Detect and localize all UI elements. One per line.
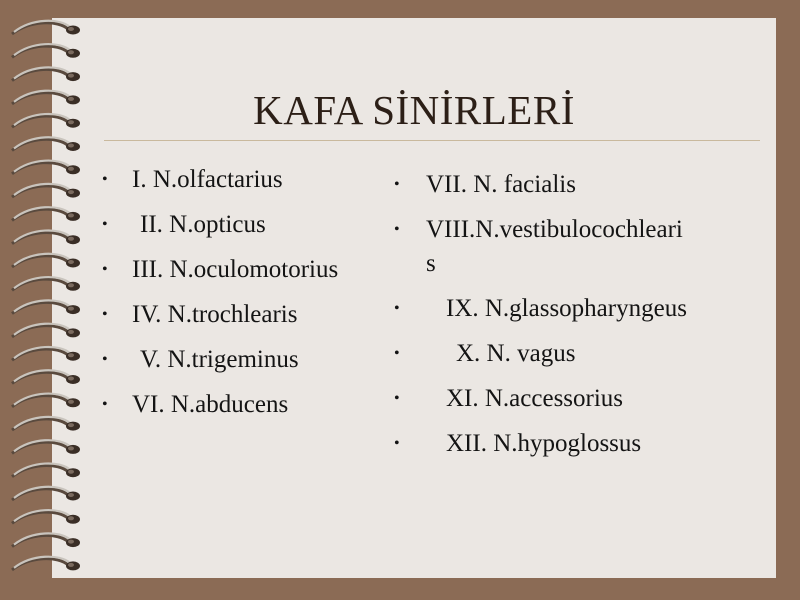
left-nerve-list xyxy=(102,165,339,435)
list-item-text: VIII.N.vestibulocochleari xyxy=(426,216,683,243)
bullet-icon: • xyxy=(394,435,400,452)
list-item-text: IV. N.trochlearis xyxy=(132,301,298,328)
list-item xyxy=(394,429,687,474)
right-nerve-list xyxy=(394,170,687,474)
bullet-icon: • xyxy=(102,216,108,233)
bullet-icon: • xyxy=(102,396,108,413)
list-item xyxy=(102,300,338,345)
list-item-text: X. N. vagus xyxy=(456,340,576,367)
list-item xyxy=(394,384,687,429)
bullet-icon: • xyxy=(394,176,400,193)
bullet-icon: • xyxy=(102,351,108,368)
list-item-text: XII. N.hypoglossus xyxy=(446,430,642,457)
bullet-icon: • xyxy=(102,171,108,188)
list-item-text: IX. N.glassopharyngeus xyxy=(446,295,687,322)
bullet-icon: • xyxy=(394,390,400,407)
list-item-text: VI. N.abducens xyxy=(132,391,289,418)
list-item xyxy=(394,294,687,339)
bullet-icon: • xyxy=(102,261,108,278)
list-item-text: XI. N.accessorius xyxy=(446,385,624,412)
bullet-icon: • xyxy=(394,221,400,238)
list-item xyxy=(394,215,687,249)
list-item-continuation xyxy=(426,249,687,294)
list-item-text: V. N.trigeminus xyxy=(140,346,299,373)
list-item-text: VII. N. facialis xyxy=(426,171,576,198)
list-item xyxy=(102,165,338,210)
list-item-text: III. N.oculomotorius xyxy=(132,256,339,283)
list-item xyxy=(102,255,339,300)
list-item xyxy=(102,345,338,390)
list-item xyxy=(394,339,687,384)
list-item-text: II. N.opticus xyxy=(140,211,266,238)
bullet-icon: • xyxy=(394,345,400,362)
list-item-text: I. N.olfactarius xyxy=(132,166,283,193)
list-item xyxy=(394,170,687,215)
bullet-icon: • xyxy=(394,300,400,317)
title-divider xyxy=(104,140,760,141)
list-item-text: s xyxy=(426,250,436,277)
list-item xyxy=(102,210,338,255)
bullet-icon: • xyxy=(102,306,108,323)
page-title: KAFA SİNİRLERİ xyxy=(253,87,575,133)
list-item xyxy=(102,390,338,435)
